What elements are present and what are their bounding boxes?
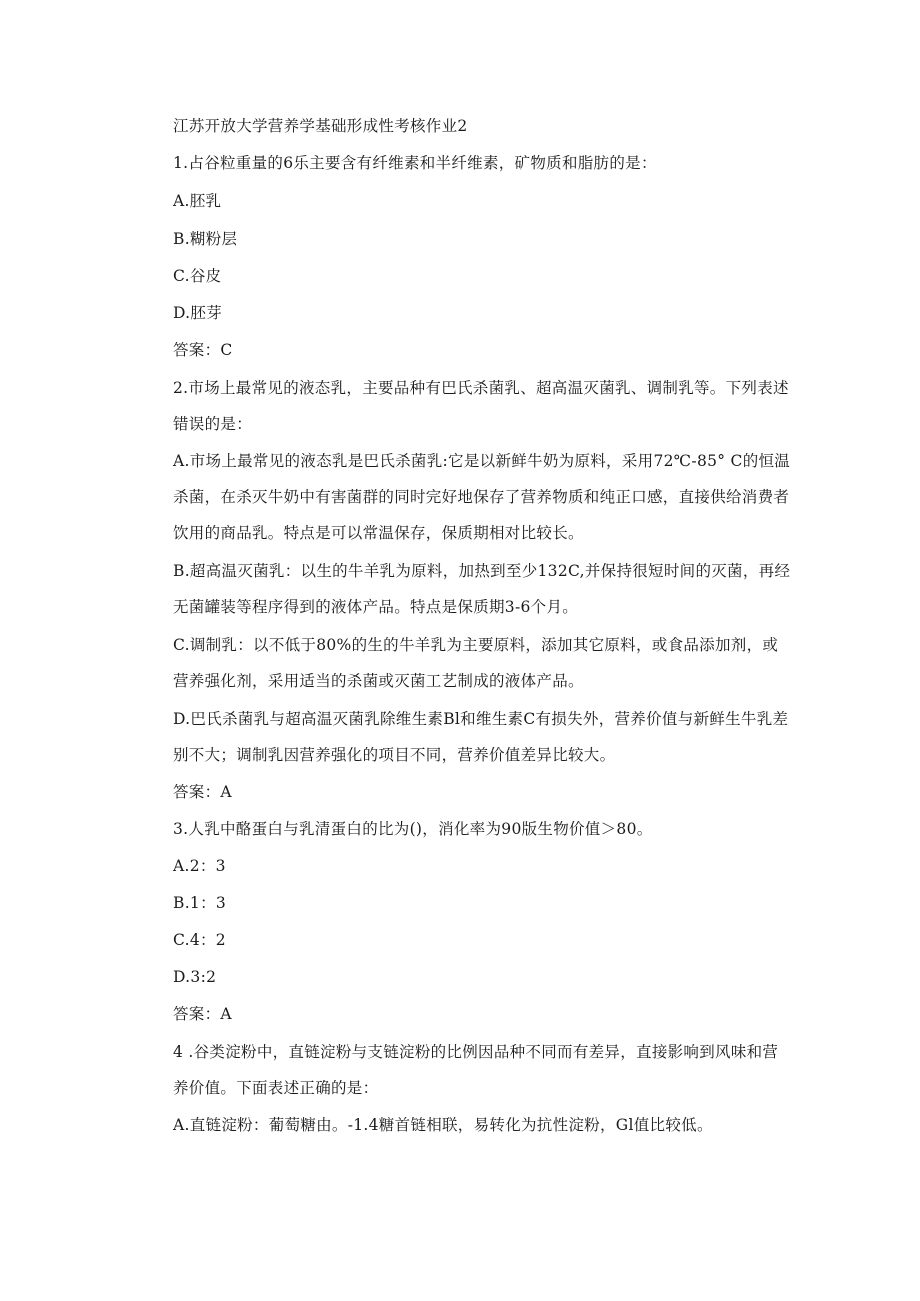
question-2-answer: 答案：A [173,783,232,801]
question-1-answer: 答案：C [173,341,233,359]
question-1: 1.占谷粒重量的6乐主要含有纤维素和半纤维素，矿物质和脂肪的是： [173,154,657,172]
question-3-option-a: A.2：3 [173,857,226,875]
question-3: 3.人乳中酪蛋白与乳清蛋白的比为()，消化率为90版生物价值＞80。 [173,820,653,838]
question-3-option-d: D.3:2 [173,968,217,986]
question-1-option-d: D.胚芽 [173,304,223,322]
question-4-option-a: A.直链淀粉：葡萄糖由。-1.4糖首链相联，易转化为抗性淀粉，Gl值比较低。 [173,1116,713,1134]
question-2-option-c: C.调制乳：以不低于80%的生的牛羊乳为主要原料，添加其它原料，或食品添加剂，或营养强化剂，采用适当的杀菌或灭菌工艺制成的液体产品。 [173,636,779,690]
question-3-answer: 答案：A [173,1005,232,1023]
question-1-option-b: B.糊粉层 [173,230,238,248]
question-3-option-c: C.4：2 [173,931,226,949]
question-1-option-c: C.谷皮 [173,267,222,285]
question-2-option-a: A.市场上最常见的液态乳是巴氏杀菌乳:它是以新鲜牛奶为原料，采用72℃-85° C的恒温杀菌，在杀灭牛奶中有害菌群的同时完好地保存了营养物质和纯正口感，直接供给消费者饮用的商品乳。特点是可以常温保存，保质期相对比较长。 [173,452,791,542]
question-4: 4 .谷类淀粉中，直链淀粉与支链淀粉的比例因品种不同而有差异，直接影响到风味和营养价值。下面表述正确的是： [173,1043,779,1097]
document-title: 江苏开放大学营养学基础形成性考核作业2 [173,117,468,135]
question-2: 2.市场上最常见的液态乳，主要品种有巴氏杀菌乳、超高温灭菌乳、调制乳等。下列表述错误的是： [173,379,789,433]
question-3-option-b: B.1：3 [173,894,227,912]
question-2-option-b: B.超高温灭菌乳：以生的牛羊乳为原料，加热到至少132C,并保持很短时间的灭菌，再经无菌罐装等程序得到的液体产品。特点是保质期3-6个月。 [173,562,791,616]
question-2-option-d: D.巴氏杀菌乳与超高温灭菌乳除维生素Bl和维生素C有损失外，营养价值与新鲜生牛乳差别不大；调制乳因营养强化的项目不同，营养价值差异比较大。 [173,710,789,764]
question-1-option-a: A.胚乳 [173,192,222,210]
